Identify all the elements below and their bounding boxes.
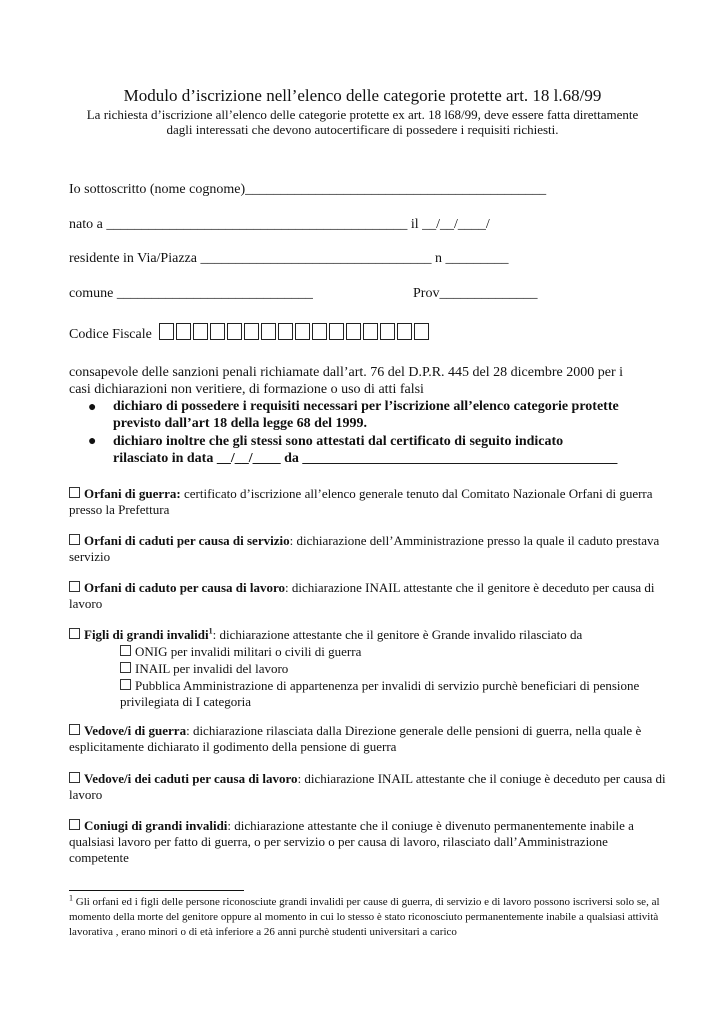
checkbox-icon[interactable] bbox=[69, 581, 80, 592]
fiscal-code-boxes[interactable] bbox=[159, 327, 431, 342]
fiscal-code-box[interactable] bbox=[244, 323, 259, 340]
suboption-onig[interactable]: ONIG per invalidi militari o civili di guerra bbox=[120, 644, 665, 660]
footnote-divider bbox=[69, 890, 244, 891]
fiscal-code-box[interactable] bbox=[295, 323, 310, 340]
fiscal-code-box[interactable] bbox=[193, 323, 208, 340]
subtitle-line-2: dagli interessati che devono autocertificare di possedere i requisiti richiesti. bbox=[166, 122, 559, 137]
bullet-1-line-2: previsto dall’art 18 della legge 68 del 1999. bbox=[113, 416, 368, 431]
fiscal-code-box[interactable] bbox=[312, 323, 327, 340]
fiscal-code-box[interactable] bbox=[261, 323, 276, 340]
residence-field[interactable]: residente in Via/Piazza _________________________________ n _________ bbox=[69, 251, 509, 266]
fiscal-code-box[interactable] bbox=[380, 323, 395, 340]
name-field[interactable]: Io sottoscritto (nome cognome)___________________________________________ bbox=[69, 182, 547, 197]
fiscal-code-box[interactable] bbox=[363, 323, 378, 340]
declaration-line-1: consapevole delle sanzioni penali richiamate dall’art. 76 del D.P.R. 445 del 28 dicembre 2000 per i bbox=[69, 365, 623, 380]
checkbox-icon[interactable] bbox=[120, 662, 131, 673]
checkbox-icon[interactable] bbox=[69, 534, 80, 545]
prov-field[interactable]: Prov______________ bbox=[413, 286, 538, 301]
checkbox-icon[interactable] bbox=[69, 724, 80, 735]
declaration-line-2: casi dichiarazioni non veritiere, di formazione o uso di atti falsi bbox=[69, 382, 424, 397]
fiscal-code-box[interactable] bbox=[227, 323, 242, 340]
suboption-pa[interactable]: Pubblica Amministrazione di appartenenza per invalidi di servizio purchè beneficiari di pensione privilegiata di I categoria bbox=[120, 678, 640, 709]
checkbox-icon[interactable] bbox=[69, 487, 80, 498]
option-figli-grandi-invalidi[interactable]: Figli di grandi invalidi$^1$: dichiarazione attestante che il genitore è Grande invalido rilasciato da bbox=[69, 627, 669, 643]
fiscal-code-box[interactable] bbox=[346, 323, 361, 340]
suboption-inail[interactable]: INAIL per invalidi del lavoro bbox=[120, 661, 665, 677]
subtitle-line-1: La richiesta d’iscrizione all’elenco delle categorie protette ex art. 18 l68/99, deve essere fatta direttamente bbox=[86, 107, 639, 122]
option-orfani-guerra[interactable]: Orfani di guerra: certificato d’iscrizione all’elenco generale tenuto dal Comitato Nazionale Orfani di guerra presso la Prefettura bbox=[69, 486, 653, 517]
fiscal-code-box[interactable] bbox=[159, 323, 174, 340]
fiscal-code-box[interactable] bbox=[329, 323, 344, 340]
bullet-1-line-1: dichiaro di possedere i requisiti necessari per l’iscrizione all’elenco categorie protette bbox=[113, 399, 619, 414]
option-vedove-lavoro[interactable]: Vedove/i dei caduti per causa di lavoro: dichiarazione INAIL attestante che il coniuge è deceduto per causa di lavoro bbox=[69, 771, 666, 802]
fiscal-code-box[interactable] bbox=[210, 323, 225, 340]
fiscal-code-box[interactable] bbox=[176, 323, 191, 340]
option-orfani-servizio[interactable]: Orfani di caduti per causa di servizio: dichiarazione dell’Amministrazione presso la quale il caduto prestava servizio bbox=[69, 533, 660, 564]
fiscal-code-label: Codice Fiscale bbox=[69, 327, 152, 342]
checkbox-icon[interactable] bbox=[120, 679, 131, 690]
birth-field[interactable]: nato a ___________________________________________ il __/__/____/ bbox=[69, 217, 490, 232]
option-coniugi-grandi-invalidi[interactable]: Coniugi di grandi invalidi: dichiarazione attestante che il coniuge è divenuto permanentemente inabile a qualsiasi lavoro per fatto di guerra, o per servizio o per causa di lavoro, rilasciato dall’Amministrazione competente bbox=[69, 818, 634, 865]
checkbox-icon[interactable] bbox=[69, 772, 80, 783]
bullet-2-line-1: dichiaro inoltre che gli stessi sono attestati dal certificato di seguito indicato bbox=[113, 434, 564, 449]
bullet-2-line-2: rilasciato in data __/__/____ da _____________________________________________ bbox=[113, 451, 618, 466]
fiscal-code-box[interactable] bbox=[397, 323, 412, 340]
footnote bbox=[69, 895, 669, 940]
footnote-marker: 1 bbox=[69, 893, 73, 903]
fiscal-code-box[interactable] bbox=[278, 323, 293, 340]
fiscal-code-box[interactable] bbox=[414, 323, 429, 340]
bullet-icon: ● bbox=[88, 434, 97, 449]
page-title: Modulo d’iscrizione nell’elenco delle categorie protette art. 18 l.68/99 bbox=[123, 86, 602, 105]
comune-field[interactable]: comune ____________________________ bbox=[69, 286, 313, 301]
option-orfani-lavoro[interactable]: Orfani di caduto per causa di lavoro: dichiarazione INAIL attestante che il genitore è deceduto per causa di lavoro bbox=[69, 580, 655, 611]
option-vedove-guerra[interactable]: Vedove/i di guerra: dichiarazione rilasciata dalla Direzione generale delle pensioni di guerra, nella quale è esplicitamente dichiarato il godimento della pensione di guerra bbox=[69, 723, 642, 754]
fiscal-code-row bbox=[69, 323, 431, 343]
footnote-text: Gli orfani ed i figli delle persone riconosciute grandi invalidi per cause di guerra, di servizio e di lavoro possono iscriversi solo se, al momento della morte del genitore oppure al momento in cui lo stesso è stato riconosciuto permanentemente inabile a qualsiasi attività lavorativa , erano minori o di età inferiore a 26 anni purchè studenti universitari a carico bbox=[69, 896, 660, 938]
checkbox-icon[interactable] bbox=[69, 628, 80, 639]
footnote-ref: 1 bbox=[208, 626, 213, 636]
checkbox-icon[interactable] bbox=[120, 645, 131, 656]
checkbox-icon[interactable] bbox=[69, 819, 80, 830]
bullet-icon: ● bbox=[88, 400, 97, 415]
